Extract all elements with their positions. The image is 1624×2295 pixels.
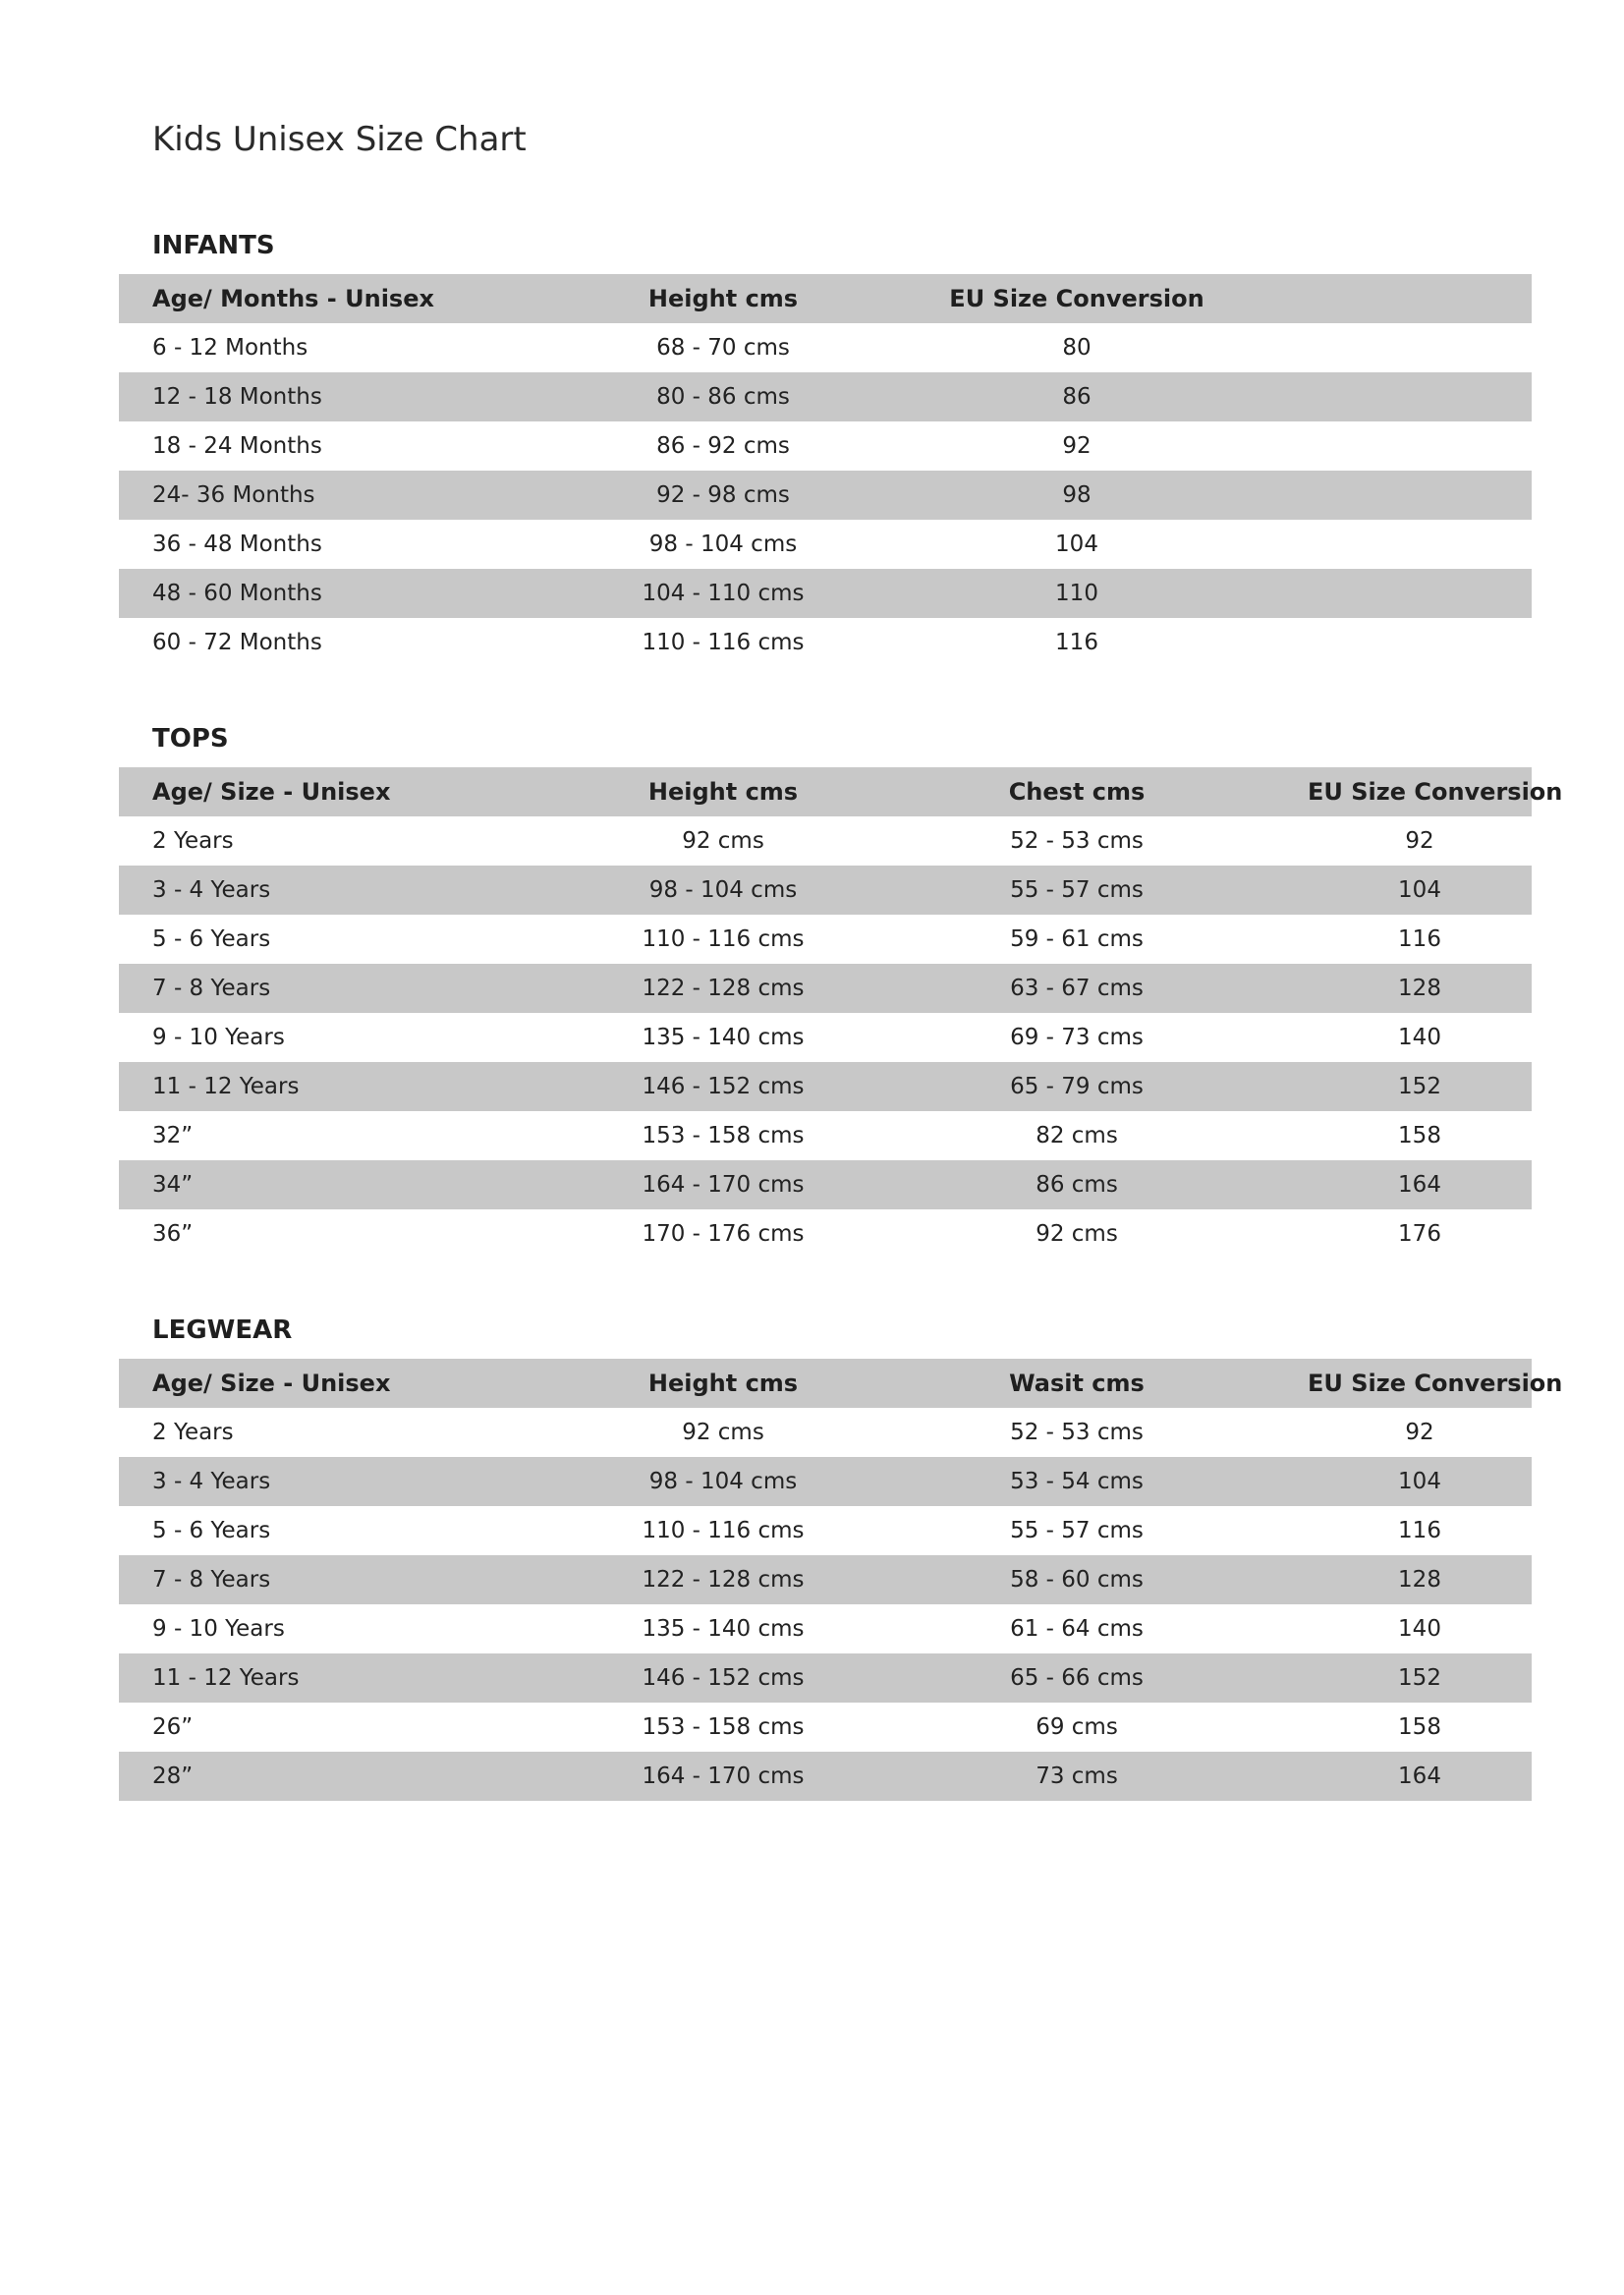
table-row	[119, 1555, 1532, 1604]
table-cell: 140	[1398, 1616, 1441, 1642]
table-cell: 152	[1398, 1665, 1441, 1691]
table-cell: 158	[1398, 1714, 1441, 1740]
table-cell: 11 - 12 Years	[152, 1074, 300, 1099]
table-cell: 153 - 158 cms	[642, 1714, 805, 1740]
table-cell: 146 - 152 cms	[642, 1665, 805, 1691]
table-cell: 80	[1062, 335, 1092, 361]
table-row	[119, 569, 1532, 618]
column-header: EU Size Conversion	[1308, 1370, 1563, 1397]
table-cell: 92 cms	[682, 1420, 764, 1445]
table-cell: 80 - 86 cms	[656, 384, 790, 410]
table-row	[119, 1506, 1532, 1555]
table-cell: 110 - 116 cms	[642, 1518, 805, 1543]
table-cell: 36 - 48 Months	[152, 532, 322, 557]
table-cell: 12 - 18 Months	[152, 384, 322, 410]
empty-cell	[1308, 618, 1532, 667]
column-header: EU Size Conversion	[1308, 778, 1563, 806]
table-cell: 55 - 57 cms	[1010, 1518, 1144, 1543]
table-cell: 52 - 53 cms	[1010, 1420, 1144, 1445]
table-cell: 164 - 170 cms	[642, 1172, 805, 1198]
column-header: Wasit cms	[1009, 1370, 1145, 1397]
table-cell: 116	[1055, 630, 1098, 655]
empty-cell	[1308, 421, 1532, 471]
table-cell: 176	[1398, 1221, 1441, 1247]
table-cell: 164 - 170 cms	[642, 1763, 805, 1789]
table-cell: 86	[1062, 384, 1092, 410]
table-cell: 110 - 116 cms	[642, 926, 805, 952]
table-row	[119, 964, 1532, 1013]
table-cell: 164	[1398, 1172, 1441, 1198]
table-cell: 135 - 140 cms	[642, 1616, 805, 1642]
table-cell: 2 Years	[152, 828, 234, 854]
table-cell: 104	[1398, 877, 1441, 903]
table-cell: 82 cms	[1036, 1123, 1118, 1148]
table-cell: 69 cms	[1036, 1714, 1118, 1740]
table-row	[119, 421, 1532, 471]
table-header-row	[119, 767, 1532, 816]
table-header-row	[119, 274, 1532, 323]
table-cell: 7 - 8 Years	[152, 976, 271, 1001]
table-cell: 53 - 54 cms	[1010, 1469, 1144, 1494]
table-cell: 104	[1398, 1469, 1441, 1494]
table-cell: 92 cms	[682, 828, 764, 854]
page-title: Kids Unisex Size Chart	[152, 120, 527, 159]
table-cell: 65 - 66 cms	[1010, 1665, 1144, 1691]
table-cell: 92	[1405, 828, 1434, 854]
table-cell: 86 cms	[1036, 1172, 1118, 1198]
table-cell: 7 - 8 Years	[152, 1567, 271, 1593]
table-row	[119, 1703, 1532, 1752]
infants-table	[119, 274, 1532, 667]
empty-cell	[1308, 372, 1532, 421]
table-row	[119, 1062, 1532, 1111]
table-cell: 48 - 60 Months	[152, 581, 322, 606]
table-cell: 170 - 176 cms	[642, 1221, 805, 1247]
table-cell: 110 - 116 cms	[642, 630, 805, 655]
table-cell: 128	[1398, 976, 1441, 1001]
table-cell: 146 - 152 cms	[642, 1074, 805, 1099]
column-header: Height cms	[647, 778, 799, 806]
empty-header-cell	[1308, 274, 1532, 323]
table-cell: 52 - 53 cms	[1010, 828, 1144, 854]
table-cell: 11 - 12 Years	[152, 1665, 300, 1691]
infants-heading: INFANTS	[152, 231, 275, 260]
table-row	[119, 816, 1532, 866]
empty-cell	[1308, 471, 1532, 520]
table-cell: 55 - 57 cms	[1010, 877, 1144, 903]
column-header: EU Size Conversion	[949, 285, 1204, 312]
table-cell: 140	[1398, 1025, 1441, 1050]
table-cell: 98 - 104 cms	[648, 532, 798, 557]
table-cell: 2 Years	[152, 1420, 234, 1445]
table-cell: 6 - 12 Months	[152, 335, 308, 361]
table-cell: 98	[1062, 482, 1092, 508]
table-row	[119, 1111, 1532, 1160]
table-cell: 60 - 72 Months	[152, 630, 322, 655]
table-cell: 104	[1055, 532, 1098, 557]
table-cell: 73 cms	[1036, 1763, 1118, 1789]
table-row	[119, 1408, 1532, 1457]
table-cell: 152	[1398, 1074, 1441, 1099]
table-cell: 104 - 110 cms	[642, 581, 805, 606]
table-cell: 5 - 6 Years	[152, 926, 271, 952]
table-row	[119, 618, 1532, 667]
table-cell: 92 cms	[1036, 1221, 1118, 1247]
table-cell: 61 - 64 cms	[1010, 1616, 1144, 1642]
table-cell: 164	[1398, 1763, 1441, 1789]
column-header: Age/ Size - Unisex	[152, 1370, 391, 1397]
empty-cell	[1308, 569, 1532, 618]
table-row	[119, 866, 1532, 915]
table-cell: 5 - 6 Years	[152, 1518, 271, 1543]
table-cell: 65 - 79 cms	[1010, 1074, 1144, 1099]
legwear-heading: LEGWEAR	[152, 1315, 293, 1345]
column-header: Chest cms	[1008, 778, 1146, 806]
table-cell: 128	[1398, 1567, 1441, 1593]
table-row	[119, 471, 1532, 520]
table-cell: 18 - 24 Months	[152, 433, 322, 459]
table-cell: 86 - 92 cms	[656, 433, 790, 459]
table-cell: 92	[1405, 1420, 1434, 1445]
table-cell: 92 - 98 cms	[656, 482, 790, 508]
table-header-row	[119, 1359, 1532, 1408]
table-row	[119, 1209, 1532, 1259]
table-row	[119, 520, 1532, 569]
table-cell: 3 - 4 Years	[152, 877, 271, 903]
legwear-table	[119, 1359, 1563, 1801]
table-cell: 122 - 128 cms	[642, 1567, 805, 1593]
table-cell: 63 - 67 cms	[1010, 976, 1144, 1001]
column-header: Age/ Months - Unisex	[152, 285, 434, 312]
table-cell: 3 - 4 Years	[152, 1469, 271, 1494]
table-cell: 36”	[152, 1221, 194, 1247]
table-cell: 116	[1398, 1518, 1441, 1543]
table-cell: 26”	[152, 1714, 194, 1740]
table-cell: 28”	[152, 1763, 194, 1789]
table-row	[119, 372, 1532, 421]
table-cell: 98 - 104 cms	[648, 1469, 798, 1494]
table-cell: 69 - 73 cms	[1010, 1025, 1144, 1050]
table-cell: 24- 36 Months	[152, 482, 315, 508]
table-cell: 92	[1062, 433, 1092, 459]
column-header: Height cms	[647, 1370, 799, 1397]
table-cell: 68 - 70 cms	[656, 335, 790, 361]
table-cell: 135 - 140 cms	[642, 1025, 805, 1050]
table-row	[119, 1013, 1532, 1062]
table-row	[119, 1457, 1532, 1506]
empty-cell	[1308, 323, 1532, 372]
tops-heading: TOPS	[152, 724, 229, 754]
table-cell: 58 - 60 cms	[1010, 1567, 1144, 1593]
table-row	[119, 1604, 1532, 1653]
column-header: Height cms	[647, 285, 799, 312]
table-cell: 9 - 10 Years	[152, 1025, 285, 1050]
table-row	[119, 323, 1532, 372]
tops-table	[119, 767, 1563, 1259]
table-cell: 122 - 128 cms	[642, 976, 805, 1001]
column-header: Age/ Size - Unisex	[152, 778, 391, 806]
table-row	[119, 1160, 1532, 1209]
table-cell: 34”	[152, 1172, 194, 1198]
empty-cell	[1308, 520, 1532, 569]
table-row	[119, 1752, 1532, 1801]
table-cell: 116	[1398, 926, 1441, 952]
table-row	[119, 915, 1532, 964]
table-cell: 153 - 158 cms	[642, 1123, 805, 1148]
table-cell: 158	[1398, 1123, 1441, 1148]
table-cell: 98 - 104 cms	[648, 877, 798, 903]
table-cell: 9 - 10 Years	[152, 1616, 285, 1642]
table-cell: 110	[1055, 581, 1098, 606]
table-cell: 59 - 61 cms	[1010, 926, 1144, 952]
table-cell: 32”	[152, 1123, 194, 1148]
table-row	[119, 1653, 1532, 1703]
